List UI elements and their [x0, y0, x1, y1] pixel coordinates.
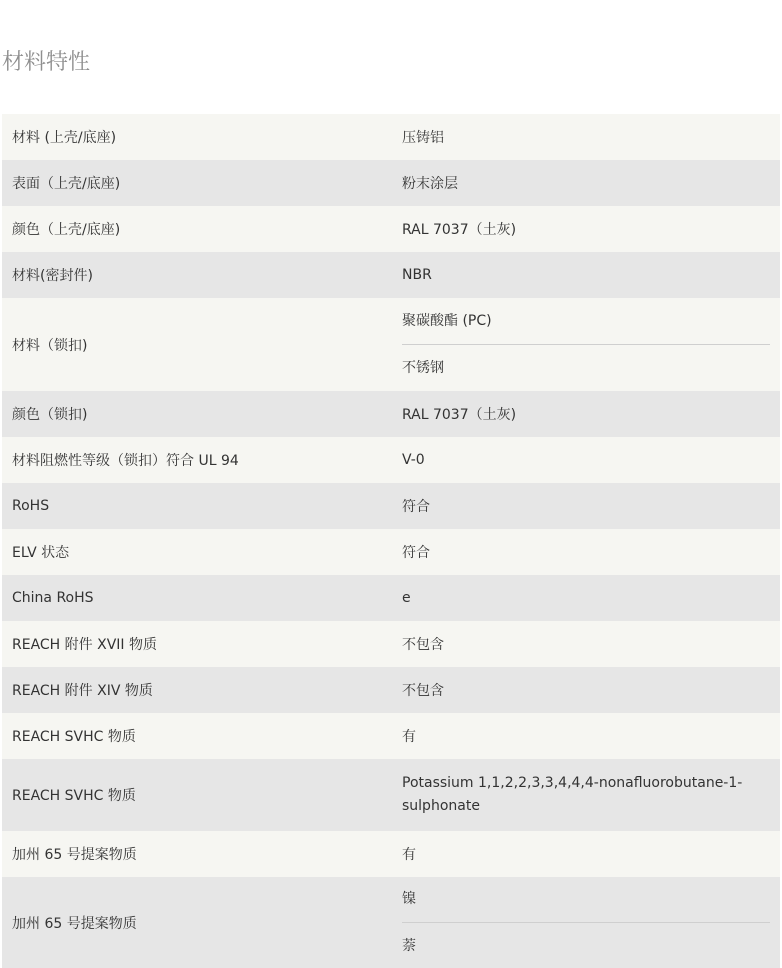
property-value: 不包含	[402, 683, 444, 699]
property-value: 聚碳酸酯 (PC)	[402, 313, 492, 329]
property-value-list	[392, 877, 780, 968]
property-label: REACH 附件 XIV 物质	[12, 683, 153, 699]
property-label: REACH SVHC 物质	[12, 788, 136, 804]
material-properties-table	[2, 114, 780, 968]
table-row	[2, 621, 780, 667]
property-value: NBR	[402, 267, 432, 283]
table-row	[2, 713, 780, 759]
property-label: RoHS	[12, 498, 50, 514]
property-value: 有	[402, 847, 416, 863]
table-row	[2, 114, 780, 160]
property-value: RAL 7037（土灰)	[402, 407, 517, 423]
table-row	[2, 759, 780, 831]
property-label: 加州 65 号提案物质	[12, 847, 137, 863]
property-label: 颜色（锁扣)	[12, 407, 88, 423]
property-label: 材料(密封件)	[12, 268, 93, 284]
table-row	[2, 667, 780, 713]
property-value: 不包含	[402, 637, 444, 653]
section-title: 材料特性	[2, 50, 91, 75]
property-value: 萘	[402, 922, 770, 968]
property-value: RAL 7037（土灰)	[402, 222, 517, 238]
property-label: 材料阻燃性等级（锁扣）符合 UL 94	[12, 453, 239, 469]
property-value: 粉末涂层	[402, 176, 458, 192]
property-value: 有	[402, 729, 416, 745]
property-value: Potassium 1,1,2,2,3,3,4,4,4-nonafluorobutane-1-sulphonate	[402, 775, 743, 814]
property-value-list	[392, 298, 780, 391]
table-row	[2, 206, 780, 252]
table-row	[2, 437, 780, 483]
property-label: 材料 (上壳/底座)	[12, 130, 117, 146]
property-label: ELV 状态	[12, 545, 70, 561]
table-row	[2, 529, 780, 575]
property-label: REACH SVHC 物质	[12, 729, 136, 745]
table-row	[2, 391, 780, 437]
property-value: V-0	[402, 452, 425, 468]
property-value: e	[402, 590, 411, 606]
property-label: China RoHS	[12, 590, 94, 606]
property-value: 镍	[402, 891, 416, 907]
table-row	[2, 831, 780, 877]
property-value: 压铸铝	[402, 130, 444, 146]
table-row	[2, 252, 780, 298]
table-row	[2, 298, 780, 391]
table-row	[2, 160, 780, 206]
property-value: 符合	[402, 545, 430, 561]
property-label: 加州 65 号提案物质	[12, 915, 137, 932]
property-value: 符合	[402, 499, 430, 515]
property-label: 颜色（上壳/底座)	[12, 222, 121, 238]
table-row	[2, 575, 780, 621]
property-value: 不锈钢	[402, 344, 770, 390]
property-label: 材料（锁扣)	[12, 337, 88, 354]
property-label: 表面（上壳/底座)	[12, 176, 121, 192]
property-label: REACH 附件 XVII 物质	[12, 637, 157, 653]
table-row	[2, 483, 780, 529]
table-row	[2, 877, 780, 968]
